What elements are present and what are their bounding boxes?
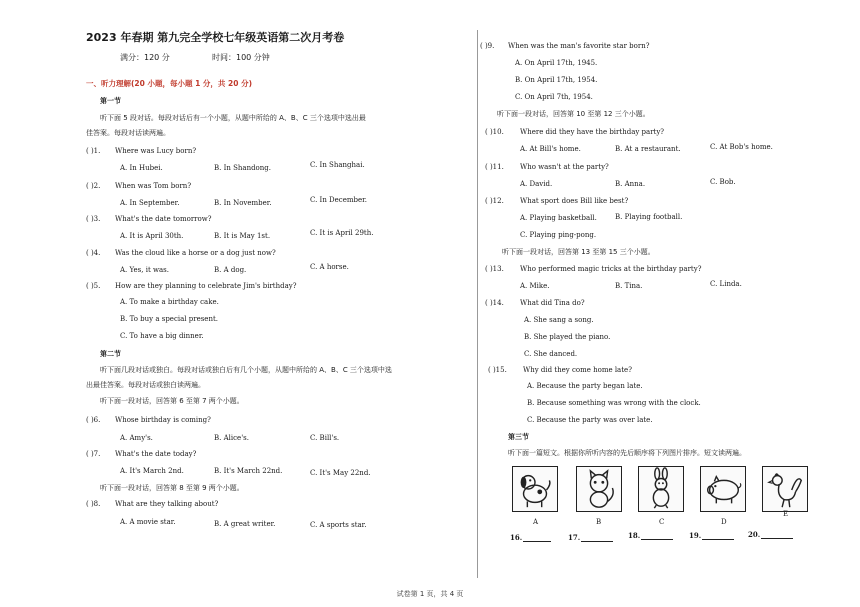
q3-option-c[interactable]: C. It is April 29th. [310,229,374,237]
rooster-icon [762,466,808,512]
q1-option-b[interactable]: B. In Shandong. [214,164,271,172]
q7-option-b[interactable]: B. It's March 22nd. [214,467,283,475]
q6-option-b[interactable]: B. Alice's. [214,434,249,442]
q13-number: ( )13. [485,265,504,273]
picture-label-d: D [721,518,727,526]
q6-question: Whose birthday is coming? [115,416,211,424]
q5-number: ( )5. [86,282,101,290]
q8-option-c[interactable]: C. A sports star. [310,521,367,529]
q1-option-a[interactable]: A. In Hubei. [120,164,163,172]
q10-option-b[interactable]: B. At a restaurant. [615,145,681,153]
q14-option-c[interactable]: C. She danced. [524,350,578,358]
q6-number: ( )6. [86,416,101,424]
q5-option-b[interactable]: B. To buy a special present. [120,315,218,323]
q12-question: What sport does Bill like best? [520,197,629,205]
page-footer: 试卷第 1 页，共 4 页 [396,590,464,598]
picture-label-a: A [533,518,539,526]
q11-question: Who wasn't at the party? [520,163,609,171]
answer-blank-16-label: 16. [510,533,523,542]
full-score: 满分：120 分 [120,53,170,62]
exam-time: 时间：100 分钟 [212,53,270,62]
q1-question: Where was Lucy born? [115,147,197,155]
q5-question: How are they planning to celebrate Jim's birthday? [115,282,297,290]
q11-option-a[interactable]: A. David. [520,180,553,188]
q9-question: When was the man's favorite star born? [508,42,650,50]
part1-intro: 听下面 5 段对话。每段对话后有一个小题，从题中所给的 A、B、C 三个选项中选出最 [100,114,366,122]
q2-question: When was Tom born? [115,182,192,190]
answer-blank-19[interactable] [702,539,734,540]
q11-option-c[interactable]: C. Bob. [710,178,736,186]
exam-title: 2023 年春期 第九完全学校七年级英语第二次月考卷 [86,31,345,44]
part2-intro: 听下面几段对话或独白。每段对话或独白后有几个小题，从题中所给的 A、B、C 三个选项中选 [100,366,392,374]
q7-question: What's the date today? [115,450,197,458]
q3-option-b[interactable]: B. It is May 1st. [214,232,271,240]
answer-blank-17[interactable] [581,541,613,542]
q1-number: ( )1. [86,147,101,155]
answer-blank-18-label: 18. [628,531,641,540]
part3-intro: 听下面一篇短文。根据你所听内容的先后顺序将下列图片排序。短文读两遍。 [508,449,746,457]
q12-number: ( )12. [485,197,504,205]
q3-number: ( )3. [86,215,101,223]
answer-blank-16[interactable] [523,541,551,542]
q13-question: Who performed magic tricks at the birthday party? [520,265,702,273]
q9-option-c[interactable]: C. On April 7th, 1954. [515,93,593,101]
q15-option-b[interactable]: B. Because something was wrong with the clock. [527,399,701,407]
q14-option-a[interactable]: A. She sang a song. [524,316,594,324]
q4-option-b[interactable]: B. A dog. [214,266,247,274]
q4-question: Was the cloud like a horse or a dog just now? [115,249,276,257]
q9-number: ( )9. [480,42,495,50]
q3-question: What's the date tomorrow? [115,215,212,223]
q5-option-a[interactable]: A. To make a birthday cake. [120,298,219,306]
q14-option-b[interactable]: B. She played the piano. [524,333,611,341]
dog-icon [512,466,558,512]
q10-number: ( )10. [485,128,504,136]
part2-sub2: 听下面一段对话，回答第 8 至第 9 两个小题。 [100,484,244,492]
q4-option-a[interactable]: A. Yes, it was. [120,266,169,274]
picture-label-e: E [783,510,789,518]
q7-option-a[interactable]: A. It's March 2nd. [120,467,184,475]
part2-sub1: 听下面一段对话，回答第 6 至第 7 两个小题。 [100,397,244,405]
page-divider [477,30,478,578]
q3-option-a[interactable]: A. It is April 30th. [120,232,184,240]
q12-option-b[interactable]: B. Playing football. [615,213,683,221]
q6-option-a[interactable]: A. Amy's. [120,434,153,442]
q15-number: ( )15. [488,366,507,374]
part1-label: 第一节 [100,97,121,105]
answer-blank-19-label: 19. [689,531,702,540]
answer-blank-17-label: 17. [568,533,581,542]
picture-label-c: C [659,518,665,526]
q2-option-a[interactable]: A. In September. [120,199,180,207]
q15-option-a[interactable]: A. Because the party began late. [527,382,643,390]
part3-label: 第三节 [508,433,529,441]
q14-question: What did Tina do? [520,299,585,307]
q10-question: Where did they have the birthday party? [520,128,665,136]
q8-option-b[interactable]: B. A great writer. [214,520,276,528]
q13-option-a[interactable]: A. Mike. [520,282,550,290]
picture-label-b: B [596,518,602,526]
q14-number: ( )14. [485,299,504,307]
q2-option-b[interactable]: B. In November. [214,199,272,207]
section-heading: 一、听力理解(20 小题，每小题 1 分，共 20 分) [86,79,253,88]
q15-question: Why did they come home late? [523,366,632,374]
q4-option-c[interactable]: C. A horse. [310,263,349,271]
q13-option-c[interactable]: C. Linda. [710,280,742,288]
q13-option-b[interactable]: B. Tina. [615,282,643,290]
q7-option-c[interactable]: C. It's May 22nd. [310,469,371,477]
right-sub2: 听下面一段对话，回答第 13 至第 15 三个小题。 [502,248,655,256]
q15-option-c[interactable]: C. Because the party was over late. [527,416,653,424]
q12-option-a[interactable]: A. Playing basketball. [520,214,597,222]
answer-blank-18[interactable] [641,539,673,540]
pig-icon [700,466,746,512]
q2-option-c[interactable]: C. In December. [310,196,367,204]
q11-number: ( )11. [485,163,504,171]
q10-option-c[interactable]: C. At Bob's home. [710,143,773,151]
part2-intro-2: 出最佳答案。每段对话或独白读两遍。 [86,381,205,389]
cat-icon [576,466,622,512]
q1-option-c[interactable]: C. In Shanghai. [310,161,365,169]
q11-option-b[interactable]: B. Anna. [615,180,646,188]
q9-option-b[interactable]: B. On April 17th, 1954. [515,76,598,84]
answer-blank-20-label: 20. [748,530,761,539]
q4-number: ( )4. [86,249,101,257]
rabbit-icon [638,466,684,512]
q7-number: ( )7. [86,450,101,458]
q8-option-a[interactable]: A. A movie star. [120,518,176,526]
part1-intro-2: 佳答案。每段对话读两遍。 [86,129,170,137]
answer-blank-20[interactable] [761,538,793,539]
right-sub1: 听下面一段对话，回答第 10 至第 12 三个小题。 [497,110,650,118]
part2-label: 第二节 [100,350,121,358]
q12-option-c[interactable]: C. Playing ping-pong. [520,231,597,239]
q8-number: ( )8. [86,500,101,508]
q9-option-a[interactable]: A. On April 17th, 1945. [515,59,598,67]
q6-option-c[interactable]: C. Bill's. [310,434,340,442]
q10-option-a[interactable]: A. At Bill's home. [520,145,581,153]
q8-question: What are they talking about? [115,500,219,508]
q5-option-c[interactable]: C. To have a big dinner. [120,332,204,340]
q2-number: ( )2. [86,182,101,190]
